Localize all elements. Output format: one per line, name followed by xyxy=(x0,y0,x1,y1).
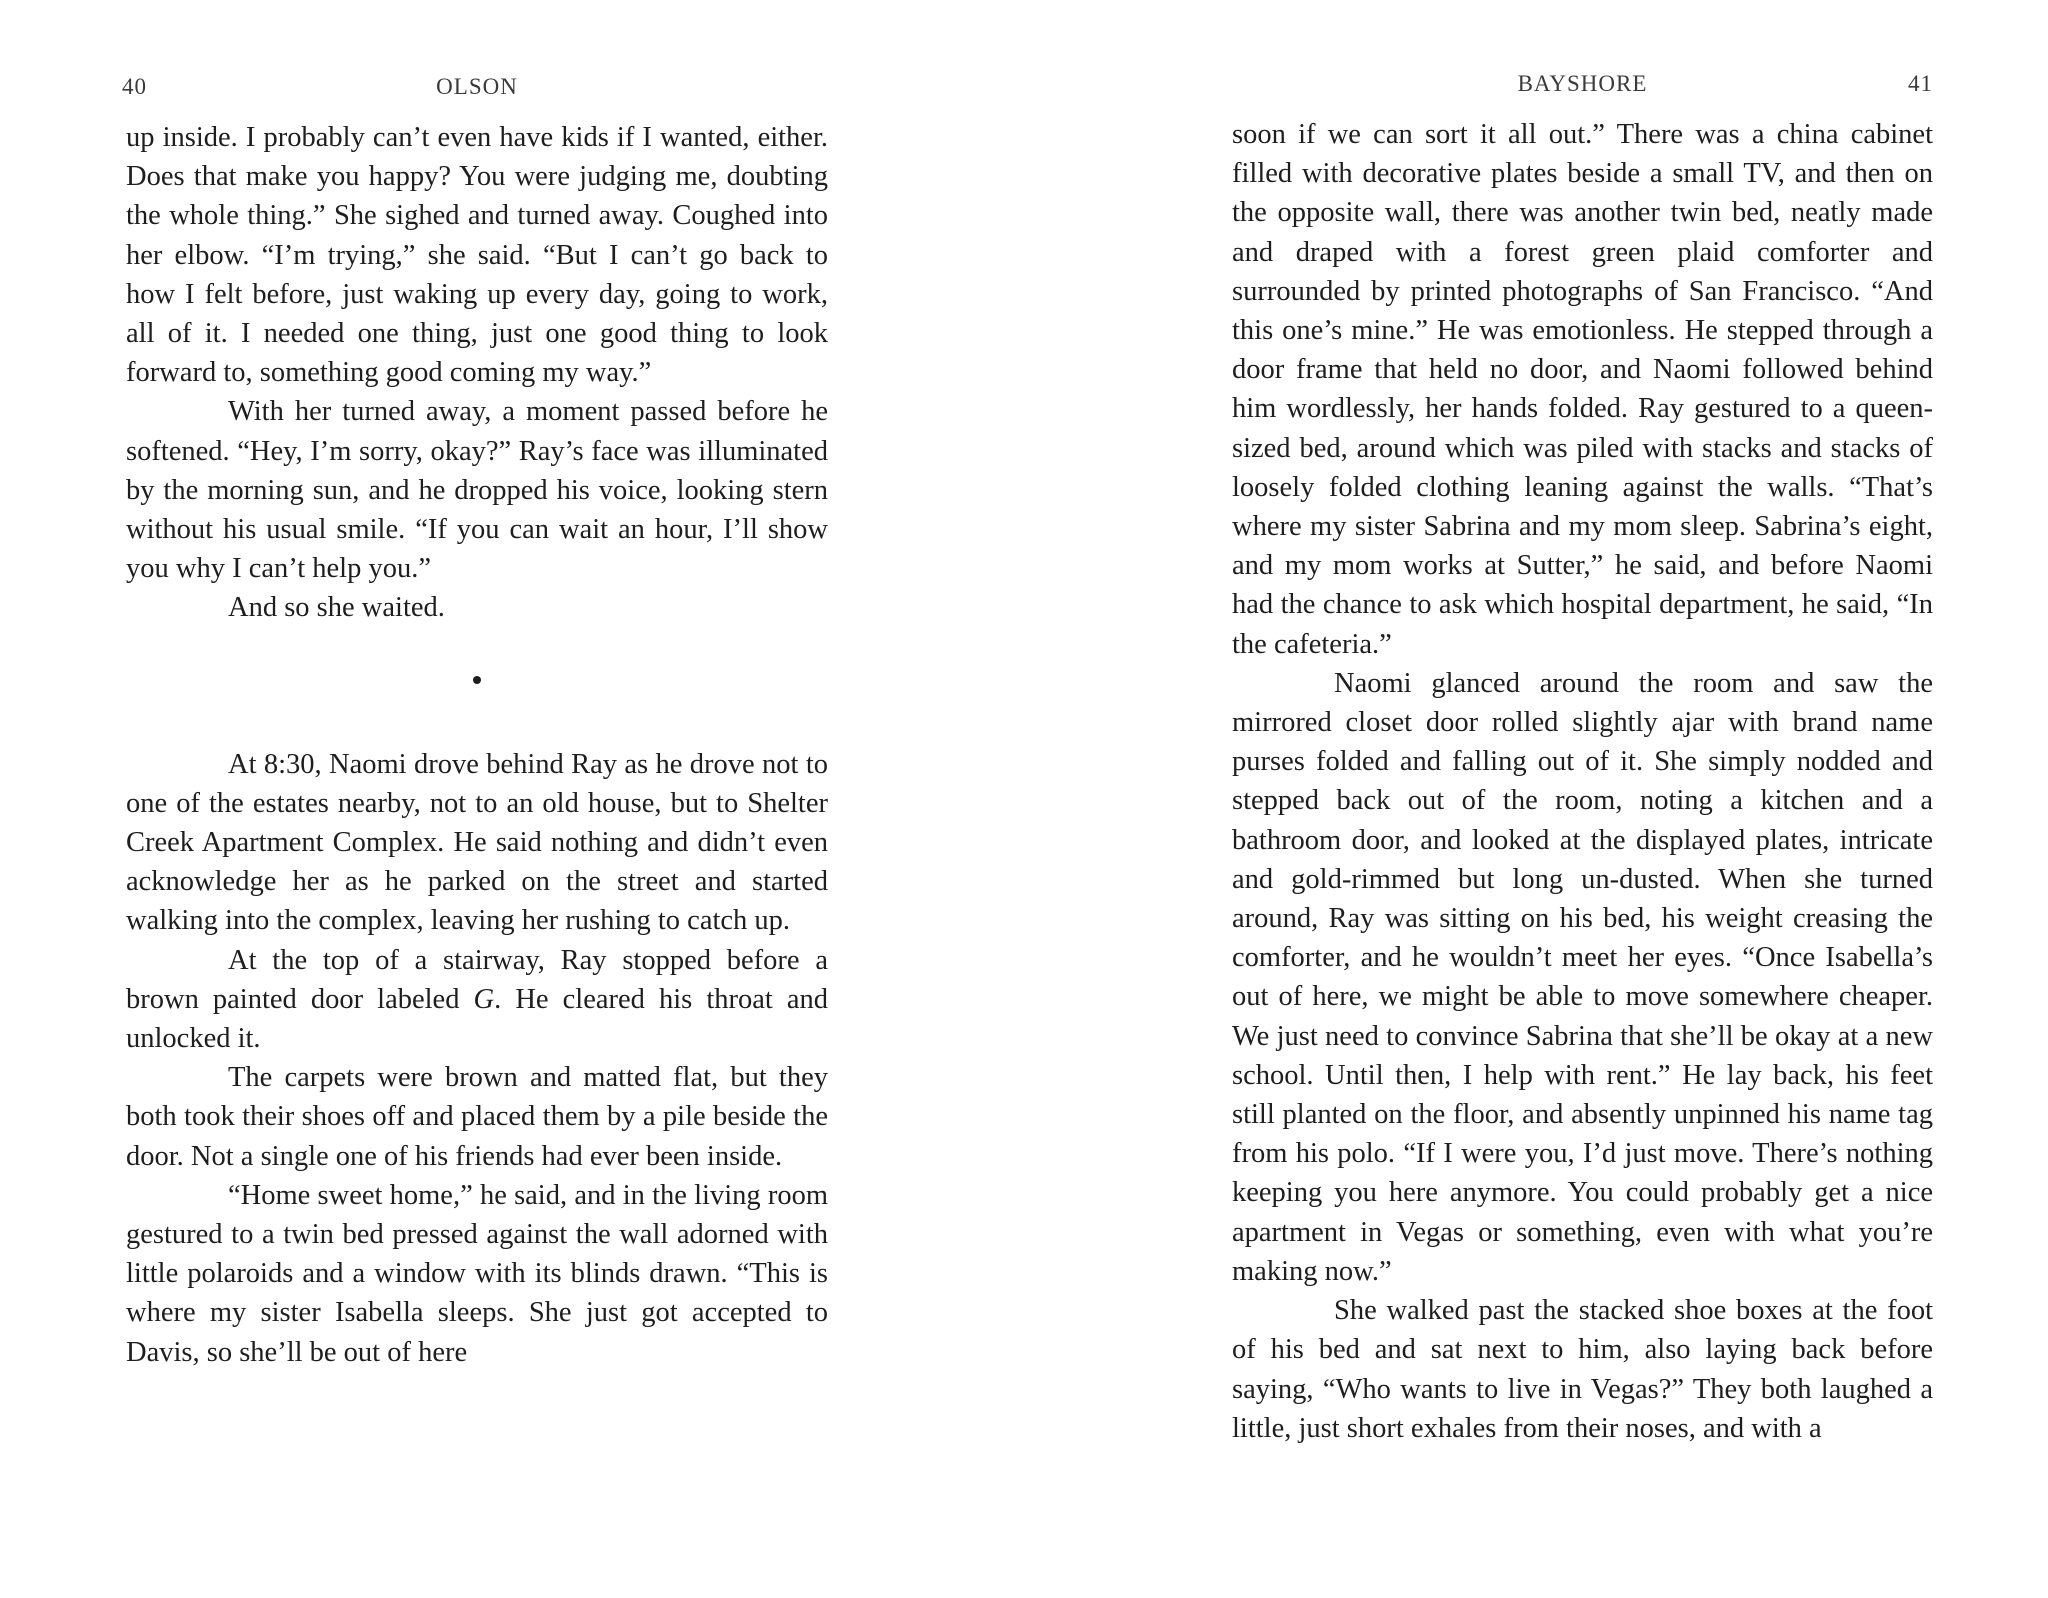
left-page-number: 40 xyxy=(122,74,147,99)
paragraph xyxy=(126,941,828,1059)
paragraph-text: . He cleared his throat and unlocked it. xyxy=(126,983,829,1055)
right-page-body xyxy=(1232,115,1933,1448)
paragraph: Naomi glanced around the room and saw the mirrored closet door rolled slightly ajar with brand name purses folded and falling out of it. She simply nodded and stepped back out of the room, noting a kitchen and a bathroom door, and looked at the displayed plates, intricate and gold-rimmed but long un-dusted. When she turned around, Ray was sitting on his bed, his weight creasing the comforter, and he wouldn’t meet her eyes. “Once Isabella’s out of here, we might be able to move somewhere cheaper. We just need to convince Sabrina that she’ll be okay at a new school. Until then, I help with rent.” He lay back, his feet still planted on the floor, and absently unpinned his name tag from his polo. “If I were you, I’d just move. There’s nothing keeping you here anymore. You could probably get a nice apartment in Vegas or something, even with what you’re making now.” xyxy=(1232,667,1933,1287)
paragraph: up inside. I probably can’t even have kids if I wanted, either. Does that make you happy? You were judging me, doubting the whole thing.” She sighed and turned away. Coughed into her elbow. “I’m trying,” she said. “But I can’t go back to how I felt before, just waking up every day, going to work, all of it. I needed one thing, just one good thing to look forward to, something good coming my way.” xyxy=(126,122,828,389)
paragraph: The carpets were brown and matted flat, but they both took their shoes off and placed them by a pile beside the door. Not a single one of his friends had ever been inside. xyxy=(126,1062,828,1172)
left-page xyxy=(122,0,829,1598)
left-author-name: OLSON xyxy=(436,74,518,99)
left-running-head xyxy=(122,74,828,104)
paragraph: “Home sweet home,” he said, and in the living room gestured to a twin bed pressed against the wall adorned with little polaroids and a window with its blinds drawn. “This is where my sister Isabella sleeps. She just got accepted to Davis, so she’ll be out of here xyxy=(126,1179,828,1368)
paragraph: She walked past the stacked shoe boxes at the foot of his bed and sat next to him, also laying back before saying, “Who wants to live in Vegas?” They both laughed a little, just short exhales from their noses, and with a xyxy=(1232,1295,1933,1444)
left-page-body xyxy=(126,118,828,1372)
right-book-title: BAYSHORE xyxy=(1517,71,1648,96)
paragraph: soon if we can sort it all out.” There was a china cabinet filled with decorative plates beside a small TV, and then on the opposite wall, there was another twin bed, neatly made and draped with a forest green plaid comforter and surrounded by printed photographs of San Francisco. “And this one’s mine.” He was emotionless. He stepped through a door frame that held no door, and Naomi followed behind him wordlessly, her hands folded. Ray gestured to a queen-sized bed, around which was piled with stacks and stacks of loosely folded clothing leaning against the walls. “That’s where my sister Sabrina and my mom sleep. Sabrina’s eight, and my mom works at Sutter,” he said, and before Naomi had the chance to ask which hospital department, he said, “In the cafeteria.” xyxy=(1232,119,1933,660)
paragraph: And so she waited. xyxy=(228,592,445,624)
section-break-dot xyxy=(473,676,481,684)
section-break xyxy=(126,628,828,745)
paragraph-text: At the top of a stairway, Ray stopped before a brown painted door labeled xyxy=(126,944,828,1015)
right-running-head xyxy=(1232,71,1933,101)
right-page xyxy=(1232,0,1933,1598)
paragraph: At 8:30, Naomi drove behind Ray as he drove not to one of the estates nearby, not to an old house, but to Shelter Creek Apartment Complex. He said nothing and didn’t even acknowledge her as he parked on the street and started walking into the complex, leaving her rushing to catch up. xyxy=(126,748,828,937)
right-page-number: 41 xyxy=(1908,71,1933,96)
italic-letter: G xyxy=(473,983,495,1015)
paragraph: With her turned away, a moment passed before he softened. “Hey, I’m sorry, okay?” Ray’s face was illuminated by the morning sun, and he dropped his voice, looking stern without his usual smile. “If you can wait an hour, I’ll show you why I can’t help you.” xyxy=(126,396,828,585)
